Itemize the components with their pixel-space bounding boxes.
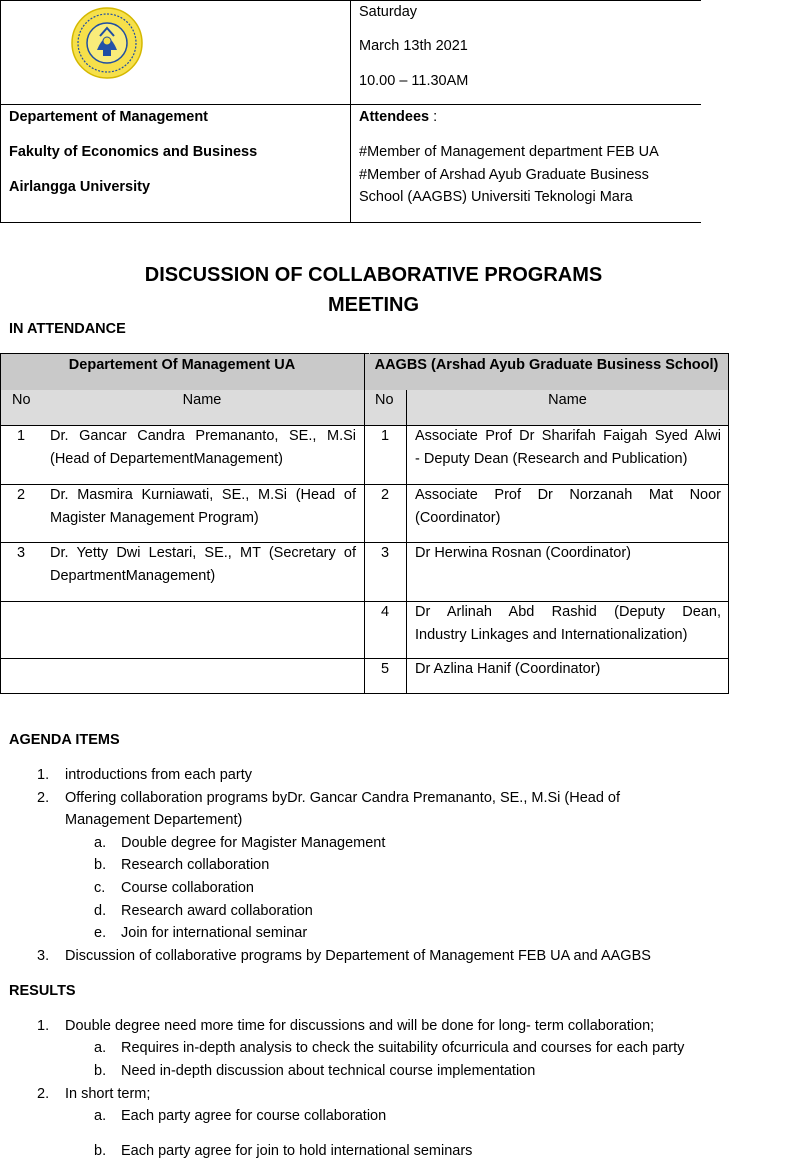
table-row-2-left-name-line2: Magister Management Program) <box>50 510 259 526</box>
table-row-4-right-name <box>415 601 721 647</box>
results-item-2-sub-b: Each party agree for join to hold international seminars <box>121 1143 473 1159</box>
table-row-2-right-no: 2 <box>381 487 390 503</box>
results-item-2-sub-a: Each party agree for course collaboration <box>121 1108 387 1124</box>
agenda-sub-d: Research award collaboration <box>121 903 313 919</box>
page-title <box>0 260 747 320</box>
header-left-border <box>0 0 1 223</box>
table-row-5-right-name: Dr Azlina Hanif (Coordinator) <box>415 661 601 677</box>
results-item-1-sub-b: Need in-depth discussion about technical course implementation <box>121 1063 536 1079</box>
results-item-1-num: 1. <box>37 1018 50 1034</box>
table-row-1-left-no: 1 <box>17 428 26 444</box>
agenda-sub-e-letter: e. <box>94 925 107 941</box>
table-row-5-right-no: 5 <box>381 661 390 677</box>
agenda-sub-c: Course collaboration <box>121 880 254 896</box>
agenda-sub-a: Double degree for Magister Management <box>121 835 386 851</box>
right-name-header: Name <box>548 392 587 408</box>
results-item-2: In short term; <box>65 1086 151 1102</box>
table-border <box>364 353 365 694</box>
table-border <box>728 353 729 694</box>
results-item-2-num: 2. <box>37 1086 50 1102</box>
attendee-1: #Member of Management department FEB UA <box>359 144 659 160</box>
agenda-item-3-num: 3. <box>37 948 50 964</box>
org-line1: Departement of Management <box>9 109 209 125</box>
agenda-sub-d-letter: d. <box>94 903 107 919</box>
agenda-heading: AGENDA ITEMS <box>9 732 120 748</box>
table-row-2-right-name-line2: (Coordinator) <box>415 510 501 526</box>
table-row-1-right-no: 1 <box>381 428 390 444</box>
agenda-item-1-num: 1. <box>37 767 50 783</box>
right-group-header: AAGBS (Arshad Ayub Graduate Business School) <box>374 357 719 373</box>
meeting-date: March 13th 2021 <box>359 38 468 54</box>
table-row-1-right-name-line2: - Deputy Dean (Research and Publication) <box>415 451 688 467</box>
meeting-time: 10.00 – 11.30AM <box>359 73 469 89</box>
header-center-border <box>350 0 351 223</box>
in-attendance-heading: IN ATTENDANCE <box>9 321 126 337</box>
table-row-3-right-name: Dr Herwina Rosnan (Coordinator) <box>415 545 631 561</box>
results-item-1-sub-a: Requires in-depth analysis to check the suitability ofcurricula and courses for each party <box>121 1040 685 1056</box>
table-row-1-left-name <box>50 425 356 471</box>
attendees-label: Attendees <box>359 109 430 125</box>
table-border <box>0 353 1 694</box>
attendees-colon: : <box>429 109 438 125</box>
table-border <box>406 390 407 694</box>
results-item-2-sub-b-letter: b. <box>94 1143 107 1159</box>
table-row-1-right-name-line1: Associate Prof Dr Sharifah Faigah Syed Alwi <box>415 428 721 444</box>
table-row-3-left-name <box>50 542 356 588</box>
university-seal-icon <box>70 6 144 80</box>
agenda-sub-e: Join for international seminar <box>121 925 308 941</box>
agenda-item-3: Discussion of collaborative programs by Departement of Management FEB UA and AAGBS <box>65 948 651 964</box>
meeting-day: Saturday <box>359 4 418 20</box>
table-row-4-right-no: 4 <box>381 604 390 620</box>
results-item-1-sub-a-letter: a. <box>94 1040 107 1056</box>
left-name-header: Name <box>182 392 222 408</box>
results-item-1: Double degree need more time for discussions and will be done for long- term collaboration; <box>65 1018 655 1034</box>
table-row-2-left-name-line1: Dr. Masmira Kurniawati, SE., M.Si (Head of <box>50 487 356 503</box>
table-row-1-left-name-line1: Dr. Gancar Candra Premananto, SE., M.Si <box>50 428 356 444</box>
table-row-3-left-name-line2: DepartmentManagement) <box>50 568 216 584</box>
agenda-item-2-line1: Offering collaboration programs byDr. Gancar Candra Premananto, SE., M.Si (Head of <box>65 790 621 806</box>
agenda-sub-b-letter: b. <box>94 857 107 873</box>
attendee-2-line1: #Member of Arshad Ayub Graduate Business <box>359 167 649 183</box>
table-row-2-left-name <box>50 484 356 530</box>
agenda-item-2-line2: Management Departement) <box>65 812 243 828</box>
results-heading: RESULTS <box>9 983 76 999</box>
left-group-header: Departement Of Management UA <box>68 357 296 373</box>
org-line2: Fakulty of Economics and Business <box>9 144 258 160</box>
attendee-2-line2: School (AAGBS) Universiti Teknologi Mara <box>359 189 633 205</box>
table-row-1-right-name <box>415 425 721 471</box>
title-line2: MEETING <box>327 294 420 316</box>
table-row-3-left-no: 3 <box>17 545 26 561</box>
agenda-sub-a-letter: a. <box>94 835 107 851</box>
agenda-sub-b: Research collaboration <box>121 857 270 873</box>
table-row-2-right-name-line1: Associate Prof Dr Norzanah Mat Noor <box>415 487 721 503</box>
org-line3: Airlangga University <box>9 179 151 195</box>
attendees-heading <box>359 106 437 129</box>
agenda-item-2-num: 2. <box>37 790 50 806</box>
results-item-2-sub-a-letter: a. <box>94 1108 107 1124</box>
table-row-4-right-name-line1: Dr Arlinah Abd Rashid (Deputy Dean, <box>415 604 721 620</box>
title-line1: DISCUSSION OF COLLABORATIVE PROGRAMS <box>144 264 603 286</box>
table-row-3-left-name-line1: Dr. Yetty Dwi Lestari, SE., MT (Secretary of <box>50 545 356 561</box>
table-row-3-right-no: 3 <box>381 545 390 561</box>
table-row-2-left-no: 2 <box>17 487 26 503</box>
right-no-header: No <box>375 392 394 408</box>
agenda-item-1: introductions from each party <box>65 767 252 783</box>
results-item-1-sub-b-letter: b. <box>94 1063 107 1079</box>
table-row-1-left-name-line2: (Head of DepartementManagement) <box>50 451 283 467</box>
table-row-4-right-name-line2: Industry Linkages and Internationalization) <box>415 627 688 643</box>
table-row-2-right-name <box>415 484 721 530</box>
left-no-header: No <box>12 392 31 408</box>
agenda-sub-c-letter: c. <box>94 880 106 896</box>
